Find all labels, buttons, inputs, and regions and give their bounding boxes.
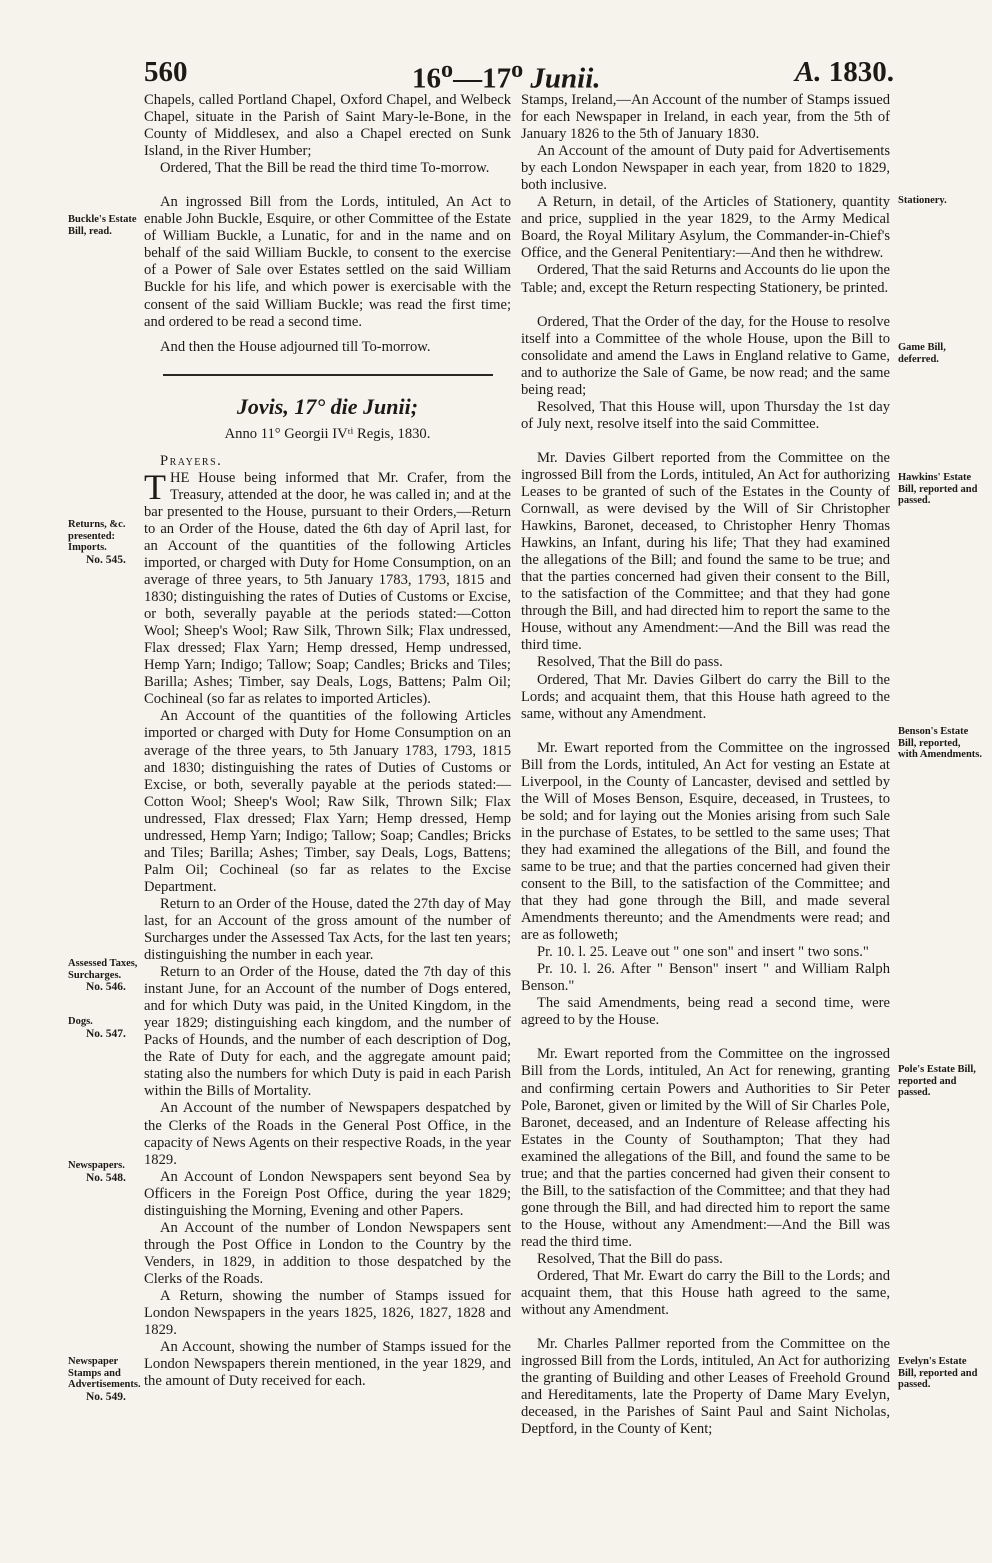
right-column bbox=[521, 92, 890, 1438]
margin-note-dogs-text: Dogs. bbox=[68, 1016, 93, 1027]
margin-note-stamps-number: No. 549. bbox=[86, 1390, 126, 1403]
paragraph-crafer bbox=[144, 466, 511, 709]
paragraph-stamps-2: An Account, showing the number of Stamps issued for the London Newspapers therein mentioned, in the year 1829, and the amount of Duty received for each. bbox=[144, 1339, 511, 1390]
margin-note-evelyn-text: Evelyn's Estate Bill, reported and passed. bbox=[898, 1356, 978, 1390]
paragraph-game-resolved: Resolved, That this House will, upon Thursday the 1st day of July next, resolve itself into the said Committee. bbox=[521, 398, 890, 432]
day-heading: Jovis, 17° die Junii; bbox=[236, 393, 419, 419]
margin-note-stamps bbox=[68, 1356, 140, 1403]
paragraph-stamps-ireland: Stamps, Ireland,—An Account of the number of Stamps issued for each Newspaper in Ireland, in each year, from the 5th of January 1826 to the 5th of January 1830. bbox=[521, 92, 890, 143]
margin-note-dogs bbox=[68, 1016, 140, 1040]
margin-note-assessed bbox=[68, 958, 140, 994]
paragraph-excise: An Account of the quantities of the following Articles imported or charged with Duty for Home Consumption on an average of the three years, to 5th January 1783, 1793, 1815 and 1830; distinguishing the rates of Duties of Customs or Excise, or both, severally payable at the periods stated:—Cotton Wool; Sheep's Wool; Raw Silk, Thrown Silk; Flax undressed, Flax dressed; Flax Yarn; Hemp dressed, Hemp undressed, Hemp Yarn; Indigo; Tallow; Soap; Candles; Bricks and Tiles; Barilla; Ashes; Timber, say Deals, Logs, Battens; Palm Oil; Cochineal (so far as relates to the Excise Department. bbox=[144, 708, 511, 895]
paragraph-amendment-1: Pr. 10. l. 25. Leave out " one son" and insert " two sons." bbox=[537, 944, 869, 961]
prayers-heading: Prayers. bbox=[160, 452, 223, 469]
page-header bbox=[144, 52, 894, 96]
paragraph-chapels: Chapels, called Portland Chapel, Oxford Chapel, and Welbeck Chapel, situate in the Parish of Saint Mary-le-Bone, in the County of Middlesex, and also a Chapel erected on Sunk Island, in the River Humber; bbox=[144, 92, 511, 160]
paragraph-adjourned: And then the House adjourned till To-morrow. bbox=[160, 338, 431, 355]
regnal-year: Anno 11° Georgii IVᵗⁱ Regis, 1830. bbox=[224, 425, 431, 442]
paragraph-hawkins-resolved: Resolved, That the Bill do pass. bbox=[537, 654, 723, 671]
paragraph-amendments-agreed: The said Amendments, being read a second time, were agreed to by the House. bbox=[521, 995, 890, 1029]
margin-note-returns-number: No. 545. bbox=[86, 553, 126, 566]
margin-note-newspapers-number: No. 548. bbox=[86, 1171, 126, 1184]
year-prefix: A. bbox=[794, 56, 822, 88]
date-second: 17 bbox=[482, 62, 512, 95]
paragraph-adverts: An Account of the amount of Duty paid for Advertisements by each London Newspaper in each year, from 1820 to 1829, both inclusive. bbox=[521, 143, 890, 194]
margin-note-evelyn bbox=[898, 1356, 982, 1391]
margin-note-newspapers-text: Newspapers. bbox=[68, 1160, 125, 1171]
margin-note-stamps-text: Newspaper Stamps and Advertisements. bbox=[68, 1356, 141, 1390]
margin-note-newspapers bbox=[68, 1160, 140, 1184]
paragraph-ordered-lie: Ordered, That the said Returns and Accounts do lie upon the Table; and, except the Return respecting Stationery, be printed. bbox=[521, 262, 890, 296]
margin-note-assessed-text: Assessed Taxes, Surcharges. bbox=[68, 958, 138, 981]
year-number: 1830. bbox=[828, 56, 894, 88]
margin-note-benson bbox=[898, 726, 982, 761]
paragraph-evelyn: Mr. Charles Pallmer reported from the Committee on the ingrossed Bill from the Lords, intituled, An Act for authorizing the granting of Building and other Leases of Freehold Ground and Hereditaments, late the Property of Dame Mary Evelyn, deceased, in the Parishes of Saint Paul and Saint Nicholas, Deptford, in the County of Kent; bbox=[521, 1336, 890, 1438]
paragraph-assessed: Return to an Order of the House, dated the 27th day of May last, for an Account of the gross amount of the number of Surcharges under the Assessed Tax Acts, for the last ten years; distinguishing the number in each year. bbox=[144, 895, 511, 964]
date-first: 16 bbox=[412, 62, 441, 95]
margin-note-buckle bbox=[68, 214, 140, 237]
paragraph-hawkins-ordered: Ordered, That Mr. Davies Gilbert do carry the Bill to the Lords; and acquaint them, that this House hath agreed to the same, without any Amendment. bbox=[521, 671, 890, 722]
margin-note-hawkins-text: Hawkins' Estate Bill, reported and passed. bbox=[898, 472, 978, 506]
margin-note-assessed-number: No. 546. bbox=[86, 981, 126, 993]
paragraph-buckle: An ingrossed Bill from the Lords, intituled, An Act to enable John Buckle, Esquire, or other Committee of the Estate of William Buckle, a Lunatic, for and in the name and on behalf of the said William Buckle, to consent to the exercise of a Power of Sale over Estates settled on the said William Buckle for his life, and which power is exercisable with the consent of the said William Buckle; was read the first time; and ordered to be read a second time. bbox=[144, 194, 511, 330]
paragraph-dogs: Return to an Order of the House, dated the 7th day of this instant June, for an Account of the number of Dogs entered, and for which Duty was paid, in the United Kingdom, in the year 1829; distinguishing each kingdom, and the number of Packs of Hounds, and the number of each description of Dog, the Rate of Duty for each, and the aggregate amount paid; stating also the numbers for which Duty is paid in each Parish within the Bills of Mortality. bbox=[144, 964, 511, 1100]
paragraph-newspapers-2: An Account of London Newspapers sent beyond Sea by Officers in the Foreign Post Office, during the year 1829; distinguishing the Morning, Evening and other Papers. bbox=[144, 1168, 511, 1219]
margin-note-pole-text: Pole's Estate Bill, reported and passed. bbox=[898, 1064, 976, 1098]
page-date: 16$^o$—17$^o$ Junii. bbox=[412, 56, 601, 95]
paragraph-ordered-third: Ordered, That the Bill be read the third time To-morrow. bbox=[160, 160, 490, 177]
margin-note-stationery-text: Stationery. bbox=[898, 195, 947, 206]
paragraph-pole-ordered: Ordered, That Mr. Ewart do carry the Bill to the Lords; and acquaint them, that this House hath agreed to the same, without any Amendment. bbox=[521, 1268, 890, 1319]
paragraph-newspapers-3: An Account of the number of London Newspapers sent through the Post Office in London to the Country by the Venders, in 1829, in addition to those despatched by the Clerks of the Roads. bbox=[144, 1219, 511, 1287]
paragraph-stationery: A Return, in detail, of the Articles of Stationery, quantity and price, supplied in the year 1829, to the Army Medical Board, the Royal Military Asylum, the Commander-in-Chief's Office, and the General Penitentiary:—And then he withdrew. bbox=[521, 194, 890, 262]
margin-note-buckle-text: Buckle's Estate Bill, read. bbox=[68, 214, 137, 237]
margin-note-benson-text: Benson's Estate Bill, reported, with Amendments. bbox=[898, 726, 983, 760]
margin-note-game-text: Game Bill, deferred. bbox=[898, 342, 946, 365]
paragraph-benson: Mr. Ewart reported from the Committee on the ingrossed Bill from the Lords, intituled, An Act for vesting an Estate at Liverpool, in the County of Lancaster, devised and settled by the Will of Moses Benson, Esquire, deceased, in Trustees, to be sold; and for laying out the Monies arising from such Sale in the purchase of Estates, to be settled to the same uses; That they had examined the allegations of the Bill, and found the same to be true; and that the parties concerned had given their consent to the Bill, to the satisfaction of the Committee; and that they had gone through the Bill, and made several Amendments thereunto; and the Amendments were read; and are as followeth; bbox=[521, 739, 890, 944]
margin-note-pole bbox=[898, 1064, 982, 1099]
paragraph-hawkins: Mr. Davies Gilbert reported from the Committee on the ingrossed Bill from the Lords, intituled, An Act for authorizing Leases to be granted of such of the Estates in the County of Cornwall, as were devised by the Will of Sir Christopher Hawkins, Baronet, deceased, to Christopher Henry Thomas Hawkins, an Infant, during his life; That they had examined the allegations of the Bill; and found the same to be true; and that the parties concerned had given their consent to the Bill, to the satisfaction of the Committee; and that they had gone through the Bill, and had directed him to report the same to the House, without any Amendment:—And the Bill was read the third time. bbox=[521, 449, 890, 654]
paragraph-pole-resolved: Resolved, That the Bill do pass. bbox=[537, 1251, 723, 1267]
paragraph-stamps-1: A Return, showing the number of Stamps issued for London Newspapers in the years 1825, 1826, 1827, 1828 and 1829. bbox=[144, 1288, 511, 1339]
paragraph-pole: Mr. Ewart reported from the Committee on the ingrossed Bill from the Lords, intituled, An Act for renewing, granting and confirming certain Powers and Authorities to Sir Peter Pole, Baronet, given or limited by the Will of Sir Charles Pole, Baronet, deceased, and an Indenture of Release affecting his Estates in the County of Southampton; That they had examined the allegations of the Bill, and found the same to be true; and that the parties concerned had given their consent to the Bill, to the satisfaction of the Committee; and that they had gone through the Bill, and had directed him to report the same to the House, without any Amendment:—And the Bill was read the third time. bbox=[521, 1046, 890, 1250]
drop-capital: T bbox=[144, 466, 166, 507]
date-word: Junii. bbox=[530, 62, 601, 95]
margin-note-game bbox=[898, 342, 982, 365]
paragraph-newspapers-1: An Account of the number of Newspapers despatched by the Clerks of the Roads in the General Post Office, in the capacity of News Agents on their respective Roads, in the year 1829. bbox=[144, 1100, 511, 1168]
margin-note-hawkins bbox=[898, 472, 982, 507]
margin-note-dogs-number: No. 547. bbox=[86, 1027, 126, 1040]
margin-note-returns-text: Returns, &c. presented: Imports. bbox=[68, 519, 126, 553]
paragraph-game: Ordered, That the Order of the day, for the House to resolve itself into a Committee of the whole House, upon the Bill to consolidate and amend the Laws in England relative to Game, and to authorize the Sale of Game, be now read; and the same being read; bbox=[521, 313, 890, 398]
left-column bbox=[144, 92, 511, 1390]
paragraph-amendment-2: Pr. 10. l. 26. After " Benson" insert " and William Ralph Benson." bbox=[521, 961, 890, 995]
margin-note-stationery bbox=[898, 195, 982, 207]
paragraph-crafer-text: HE House being informed that Mr. Crafer, from the Treasury, attended at the door, he was called in; and at the bar presented to the House, pursuant to their Orders,—Return to an Order of the House, dated the 6th day of April last, for an Account of the quantities of the following Articles imported, or charged with Duty for Home Consumption, on an average of three years, to 5th January 1783, 1793, 1815 and 1830; distinguishing the rates of Duties of Customs or Excise, or both, severally payable at the periods stated:—Cotton Wool; Sheep's Wool; Raw Silk, Thrown Silk; Flax undressed, Flax dressed; Flax Yarn; Hemp dressed, Hemp undressed, Hemp Yarn; Indigo; Tallow; Soap; Candles; Bricks and Tiles; Barilla; Ashes; Timber, say Deals, Logs, Battens; Palm Oil; Cochineal (so far as relates to imported Articles). bbox=[144, 469, 511, 708]
section-rule bbox=[163, 374, 493, 376]
page-year bbox=[795, 56, 894, 89]
margin-note-returns bbox=[68, 519, 140, 566]
page-number: 560 bbox=[144, 56, 188, 88]
